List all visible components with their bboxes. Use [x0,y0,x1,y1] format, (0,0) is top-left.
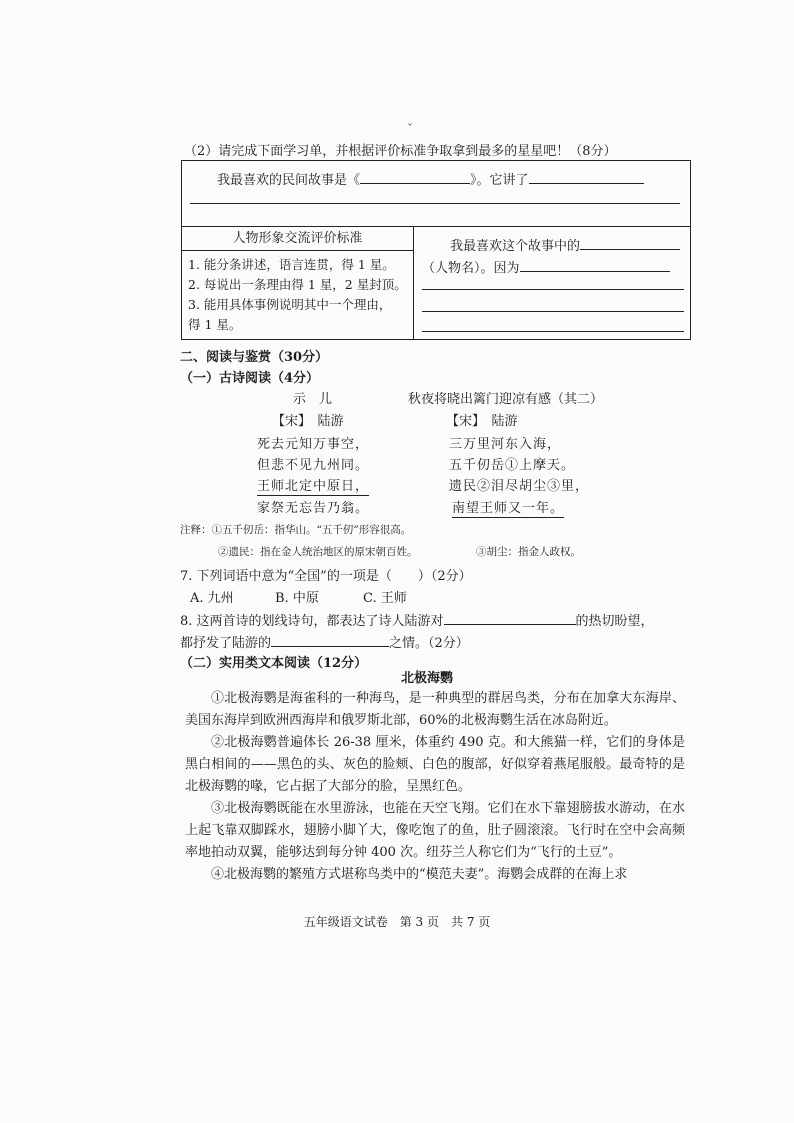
q8-blank-1[interactable] [444,612,576,625]
poem-1-line-2: 但悲不见九州同。 [257,458,370,473]
q8-text-1b: 的热切盼望， [575,614,654,629]
poem-2-underlined-line: 南望王师又一年。 [452,501,565,516]
question-7: 7. 下列词语中意为“全国”的一项是（ ）（2分） [180,569,472,584]
character-name-blank[interactable] [580,237,680,250]
q8-blank-2[interactable] [271,634,389,647]
favorite-character-column [414,227,690,339]
page-footer: 五年级语文试卷 第 3 页 共 7 页 [303,915,491,929]
poem-2-line-2: 五千仞岳①上摩天。 [449,458,576,473]
favorite-character-prefix: 我最喜欢这个故事中的 [450,239,581,254]
question-2-instruction: （2）请完成下面学习单，并根据评价标准争取拿到最多的星星吧！（8分） [184,144,617,159]
question-8-line-2 [180,632,469,651]
q7-option-b[interactable]: B. 中原 [275,591,319,606]
criteria-item-2: 2. 每说出一条理由得 1 星，2 星封顶。 [188,277,407,292]
notes-line-2b: ③胡尘：指金人政权。 [476,546,581,558]
poem-2-line-3: 遗民②泪尽胡尘③里， [449,479,590,494]
reason-prefix: （人物名）。因为 [422,261,520,276]
story-summary-line-2[interactable] [190,203,680,204]
poem-2-author: 【宋】 陆游 [446,414,518,429]
criteria-header: 人物形象交流评价标准 [182,227,413,251]
poem-1-underlined-line: 王师北定中原日， [257,479,370,494]
reason-line [422,257,670,276]
q8-text-2b: 之情。（2分） [389,636,469,651]
poem-2-line-4 [452,497,564,516]
q7-option-c[interactable]: C. 王师 [363,591,407,606]
study-sheet-table [181,160,691,340]
poem-1-line-3 [257,475,369,494]
article-paragraph-4: ④北极海鹦的繁殖方式堪称鸟类中的“模范夫妻”。海鹦会成群的在海上求 [211,867,628,882]
tick-mark: ˇ [407,122,413,136]
poem-1-author: 【宋】 陆游 [272,414,344,429]
q7-option-a[interactable]: A. 九州 [190,591,234,606]
favorite-story-text [217,169,644,188]
favorite-story-suffix: 》。它讲了 [470,173,529,188]
criteria-item-3-cont: 得 1 星。 [188,317,242,332]
article-paragraph-1: ①北极海鹦是海雀科的一种海鸟，是一种典型的群居鸟类，分布在加拿大东海岸、美国东海岸到欧洲西海岸和俄罗斯北部，60%的北极海鹦生活在冰岛附近。 [185,691,685,728]
part-2-heading: （二）实用类文本阅读（12分） [180,656,368,671]
poem-1-title: 示 儿 [293,392,333,407]
q8-text-2a: 都抒发了陆游的 [180,636,272,651]
article-title: 北极海鹦 [401,671,454,686]
reason-line-4[interactable] [422,331,684,332]
favorite-character-line [450,235,680,254]
poem-1-line-1: 死去元知万事空， [257,437,370,452]
article-paragraph-3: ③北极海鹦既能在水里游泳，也能在天空飞翔。它们在水下靠翅膀拔水游动，在水上起飞靠双脚踩水，翅膀小脚丫大，像吃饱了的鱼，肚子圆滚滚。飞行时在空中会高频率地拍动双翼，能够达到每分钟 400 次。纽芬兰人称它们为“飞行的土豆”。 [185,801,685,860]
section-2-heading: 二、阅读与鉴赏（30分） [180,350,329,365]
criteria-column [182,227,414,339]
favorite-story-row [182,161,690,227]
article-paragraph-2: ②北极海鹦普遍体长 26-38 厘米，体重约 490 克。和大熊猫一样，它们的身体是黑白相间的——黑色的头、灰色的脸颊、白色的腹部，好似穿着燕尾服般。最奇特的是北极海鹦的喙，它占据了大部分的脸，呈黑红色。 [185,735,685,794]
story-title-blank[interactable] [360,171,470,184]
criteria-item-1: 1. 能分条讲述，语言连贯，得 1 星。 [188,257,395,272]
poem-2-title: 秋夜将晓出篱门迎凉有感（其二） [408,392,604,407]
reason-line-3[interactable] [422,311,684,312]
part-1-heading: （一）古诗阅读（4分） [180,371,320,386]
reason-blank-1[interactable] [520,259,670,272]
notes-line-2a: ②遗民：指在金人统治地区的原宋朝百姓。 [218,546,418,558]
q8-text-1a: 8. 这两首诗的划线诗句，都表达了诗人陆游对 [180,614,444,629]
question-8-line-1 [180,610,654,629]
notes-line-1: 注释：①五千仞岳：指华山。“五千仞”形容很高。 [180,524,412,536]
poem-1-line-4: 家祭无忘告乃翁。 [257,501,370,516]
favorite-story-prefix: 我最喜欢的民间故事是《 [217,173,361,188]
poem-2-line-1: 三万里河东入海， [449,437,562,452]
reason-line-2[interactable] [422,289,684,290]
criteria-item-3: 3. 能用具体事例说明其中一个理由， [188,297,392,312]
story-summary-blank-1[interactable] [529,171,644,184]
